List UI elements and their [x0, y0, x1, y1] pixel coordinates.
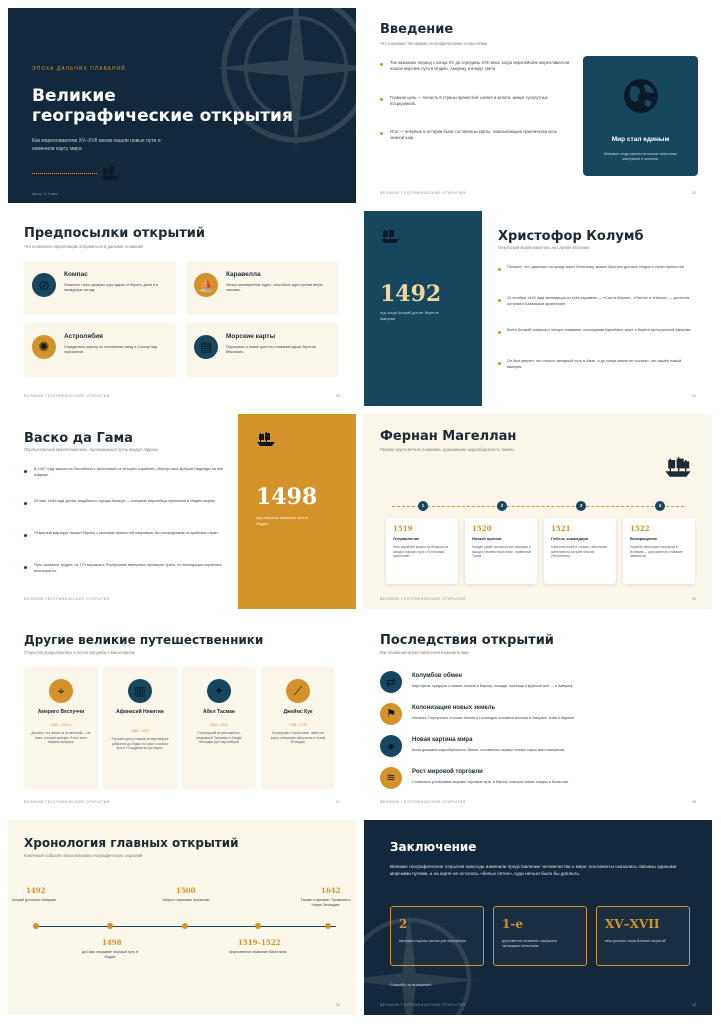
telescope-icon: ⟋ [286, 679, 310, 703]
slide-title: Введение [380, 22, 454, 37]
event-year: 1519–1522 [238, 938, 281, 947]
item-title: Колонизация новых земель [412, 705, 496, 711]
book-icon: ▥ [128, 679, 152, 703]
columbus-point-3: Всего Колумб совершил четыре плавания, исследовав Карибское море и берега Центральной Америки. [507, 328, 692, 332]
event-dot [33, 923, 39, 929]
event-dot [255, 923, 261, 929]
route-line [392, 506, 684, 507]
step-text: Найден узкий пролив на юге Америки и выход в неизвестный океан, названный Тихим. [472, 545, 531, 559]
slide-title: Фернан Магеллан [380, 429, 517, 444]
caravel-icon: ⛵ [194, 273, 218, 297]
traveler-name: Джеймс Кук [283, 709, 313, 715]
compass-icon: ✦ [207, 679, 231, 703]
page-number: 06 [692, 597, 696, 601]
flag-icon: ⚑ [380, 703, 402, 725]
ship-icon [256, 432, 276, 446]
item-text: Картофель, кукуруза и томаты попали в Европу; лошади, пшеница и крупный скот — в Америку. [412, 684, 574, 688]
prereq-card [24, 323, 176, 377]
bullet [498, 299, 501, 302]
traveler-text: Русский купец, первым из европейцев добрался до Индии по суше и описал путь в «Хождении за три моря». [111, 737, 169, 751]
step-card [465, 518, 537, 584]
columbus-point-1: Полагал, что, двигаясь на запад через Атлантику, можно быстрее достичь Индии и стран пряностей. [507, 265, 686, 269]
card-text: Определяла широту по положению звезд и Солнца над горизонтом. [64, 345, 157, 355]
footer: ВЕЛИКИЕ ГЕОГРАФИЧЕСКИЕ ОТКРЫТИЯ [380, 800, 466, 804]
bullet [380, 132, 383, 135]
dots-divider [32, 173, 97, 174]
astrolabe-icon: ✺ [32, 335, 56, 359]
year-panel [238, 414, 356, 609]
slide-da-gama [8, 414, 356, 609]
bullet [24, 566, 27, 569]
gama-point-3: Открытый маршрут связал Европу с рынками пряностей напрямую, без посредников из арабских стран. [34, 531, 219, 535]
card-text: Портоланы и новые долготы плавания вдоль берегов безопасно. [226, 345, 316, 355]
compass-rose-watermark-icon [206, 8, 356, 158]
stat-text: века длилась эпоха Великих открытий [605, 939, 666, 943]
bullet [380, 98, 383, 101]
step-title: Отправление [393, 536, 420, 541]
gama-point-2: 20 мая 1498 года достиг индийского города Каликут — впервые европейцы приплыли в Индию морем. [34, 499, 216, 503]
world-card [583, 56, 698, 176]
slide-prerequisites [8, 211, 356, 406]
traveler-card [24, 667, 98, 789]
step-title: Гибель командира [551, 536, 588, 541]
traveler-text: Голландский мореплаватель, открывший Тасманию и Новую Зеландию для европейцев. [196, 731, 242, 745]
step-number-badge: 3 [576, 501, 586, 511]
slide-title: Последствия открытий [380, 633, 554, 648]
stat-value: 2 [399, 917, 408, 931]
compass-icon: ⊘ [32, 273, 56, 297]
stat-text: кругосветное плавание совершила экспедиция Магеллана [502, 939, 558, 949]
slide-subtitle: Открытия продолжались и после Колумба с Магелланом [24, 650, 135, 655]
intro-point-2: Главная цель — попасть в страны пряностей, шелка и золота, минуя сухопутных посредников. [390, 95, 548, 107]
page-number: 04 [692, 394, 696, 398]
event-dot [182, 923, 188, 929]
step-card [544, 518, 616, 584]
year-value: 1492 [380, 281, 442, 307]
card-text: Впервые люди узнали истинные очертания материков и океанов. [604, 152, 677, 162]
ship-icon [100, 166, 120, 180]
event-year: 1642 [321, 886, 341, 895]
step-year: 1522 [630, 524, 650, 533]
event-text: Кругосветное плавание Магеллана [229, 950, 287, 954]
slide-chronology [8, 820, 356, 1015]
step-year: 1519 [393, 524, 413, 533]
slide-columbus [364, 211, 712, 406]
card-text: Легкое маневренное судно, способное идти против ветра галсами. [226, 283, 323, 293]
card-text: Позволял точно держать курс вдали от берега, днем и в пасмурную погоду. [64, 283, 158, 293]
page-number: 03 [336, 394, 340, 398]
slide-subtitle: Ключевые события эпохи Великих географических открытий [24, 853, 143, 858]
step-card [623, 518, 695, 584]
year-panel [364, 211, 482, 406]
page-number: 09 [336, 1003, 340, 1007]
slide-magellan [364, 414, 712, 609]
item-text: Испания, Португалия, а позже Англия и Голландия основали колонии в Америке, Азии и Африке. [412, 716, 575, 720]
event-dot [325, 923, 331, 929]
item-text: Сложились устойчивые морские торговые пути, в Европу хлынули новые товары и богатства. [412, 780, 569, 784]
bullet [498, 268, 501, 271]
slide-consequences [364, 617, 712, 812]
event-text: Кабрал открывает Бразилию [162, 898, 210, 902]
step-text: Пять кораблей вышли из Испании на запад в поисках пути к «Островам пряностей». [393, 545, 449, 559]
step-year: 1521 [551, 524, 571, 533]
card-title: Астролябия [64, 333, 103, 340]
traveler-name: Афанасий Никитин [116, 709, 164, 715]
year-value: 1498 [256, 484, 318, 510]
conclusion-text: Великие географические открытия навсегда изменили представление человечества о мире: континенты оказались связаны едиными морскими путями, а на карте не осталось «белых пятен», куда нельзя было бы доплыть. [390, 864, 677, 876]
eyebrow: ЭПОХА ДАЛЬНИХ ПЛАВАНИЙ [32, 66, 126, 72]
coins-icon: ≋ [380, 767, 402, 789]
event-year: 1492 [26, 886, 46, 895]
exchange-icon: ⇄ [380, 671, 402, 693]
item-title: Колумбов обмен [412, 673, 462, 679]
footer: ВЕЛИКИЕ ГЕОГРАФИЧЕСКИЕ ОТКРЫТИЯ [24, 800, 110, 804]
step-title: Возвращение [630, 536, 658, 541]
bullet [24, 470, 27, 473]
stat-card [493, 906, 587, 966]
stat-value: 1-е [502, 917, 523, 931]
traveler-text: Доказал, что земли за Атлантикой — не Азия, а новый материк. В его честь названа Америка. [31, 731, 91, 745]
page-number: 07 [336, 800, 340, 804]
slide-intro [364, 8, 712, 203]
gama-point-1: В 1497 году вышел из Лиссабона с флотилией из четырёх кораблей, обогнул мыс Доброй Надежды на юге Африки. [34, 467, 224, 477]
event-year: 1500 [176, 886, 196, 895]
prereq-card [186, 261, 338, 315]
intro-point-3: Итог — впервые в истории были составлены карты, охватывающие практически весь земной шар. [390, 129, 557, 141]
bullet [24, 502, 27, 505]
map-scroll-icon: ▤ [194, 335, 218, 359]
author: Автор: Э. Гомес [32, 192, 58, 196]
intro-point-1: Так называют период с конца XV до середины XVII века, когда европейские мореплаватели нашли морские пути в Индию, Америку и вокруг света. [390, 60, 570, 72]
slide-travelers [8, 617, 356, 812]
slide-subtitle: Португальский мореплаватель, проложивший путь вокруг Африки [24, 447, 159, 452]
bullet [498, 362, 501, 365]
footer: ВЕЛИКИЕ ГЕОГРАФИЧЕСКИЕ ОТКРЫТИЯ [24, 394, 110, 398]
card-title: Мир стал единым [611, 136, 670, 143]
gama-point-4: Путь оказался труден: из 170 моряков в Португалию вернулись примерно треть, но экспедиция окупилась многократно. [34, 563, 222, 573]
page-number: 08 [692, 800, 696, 804]
stat-card [390, 906, 484, 966]
year-caption: год открытия морского пути в Индию [256, 516, 308, 526]
footer: ВЕЛИКИЕ ГЕОГРАФИЧЕСКИЕ ОТКРЫТИЯ [380, 191, 466, 195]
traveler-years: 1768 – 1779 [289, 723, 307, 727]
step-text: Корабль «Виктория» вернулся в Испанию — кругосветное плавание завершено. [630, 545, 683, 559]
ship-icon [380, 229, 400, 243]
traveler-name: Америго Веспуччи [37, 709, 85, 715]
traveler-card [261, 667, 335, 789]
slide-title: Другие великие путешественники [24, 633, 264, 647]
stat-text: материка открыты заново для европейцев [399, 939, 466, 943]
stat-card [596, 906, 690, 966]
footer: ВЕЛИКИЕ ГЕОГРАФИЧЕСКИЕ ОТКРЫТИЯ [380, 1003, 466, 1007]
ship-icon [664, 456, 692, 478]
card-title: Морские карты [226, 333, 276, 340]
year-caption: год, когда Колумб достиг берегов Америки [380, 311, 439, 321]
slide-title [8, 8, 356, 203]
step-text: Магеллан погиб в стычке с местными жителями на острове Мактан (Филиппины). [551, 545, 607, 559]
slide-subtitle: Первое кругосветное плавание, доказавшее шарообразность Земли [380, 447, 514, 452]
step-card [386, 518, 458, 584]
slide-title: Заключение [390, 840, 477, 854]
slide-title: Христофор Колумб [498, 229, 644, 244]
item-text: Была доказана шарообразность Земли, составлены первые точные карты всех материков. [412, 748, 565, 752]
item-title: Новая картина мира [412, 737, 473, 743]
traveler-text: Исследовал Тихий океан, нанёс на карту побережье Австралии и Новой Зеландии. [270, 731, 326, 745]
slide-conclusion [364, 820, 712, 1015]
title-line-1: Великие [32, 86, 116, 106]
item-title: Рост мировой торговли [412, 769, 483, 775]
traveler-years: 1454 – 1512 гг. [50, 723, 72, 727]
slide-subtitle: Как плавания мореплавателей изменили мир [380, 650, 469, 655]
traveler-years: 1642 – 1644 [210, 723, 228, 727]
step-title: Новый пролив [472, 536, 502, 541]
slide-subtitle: Что называют Великими географическими открытиями [380, 41, 487, 46]
stat-value: XV–XVII [605, 917, 660, 931]
prereq-card [24, 261, 176, 315]
page-number: 10 [692, 1003, 696, 1007]
bullet [380, 63, 383, 66]
columbus-point-4: Он был уверен, что открыл западный путь в Азию, и до конца жизни не осознал, что нашёл новый материк. [507, 359, 682, 369]
step-number-badge: 2 [497, 501, 507, 511]
card-title: Компас [64, 271, 88, 278]
event-text: Тасман открывает Тасманию и Новую Зеландию [300, 898, 351, 907]
subtitle: Как мореплаватели XV–XVII веков нашли новые пути и изменили карту мира [32, 138, 161, 152]
slide-subtitle: Генуэзский мореплаватель на службе Испании [498, 245, 590, 250]
event-dot [107, 923, 113, 929]
globe-icon [623, 78, 659, 114]
bullet [24, 534, 27, 537]
prereq-card [186, 323, 338, 377]
step-number-badge: 4 [655, 501, 665, 511]
traveler-years: 1468 – 1474 [131, 729, 149, 733]
thanks: Спасибо за внимание! [390, 982, 432, 987]
page-number: 02 [692, 191, 696, 195]
step-year: 1520 [472, 524, 492, 533]
columbus-point-2: 12 октября 1492 года экспедиция из трёх каравелл — «Санта-Мария», «Пинта» и «Нинья» — достигла острова в Багамском архипелаге. [507, 296, 690, 306]
footer: ВЕЛИКИЕ ГЕОГРАФИЧЕСКИЕ ОТКРЫТИЯ [24, 597, 110, 601]
slide-title: Хронология главных открытий [24, 836, 239, 850]
map-pin-icon: ⌖ [49, 679, 73, 703]
traveler-card [182, 667, 256, 789]
footer: ВЕЛИКИЕ ГЕОГРАФИЧЕСКИЕ ОТКРЫТИЯ [380, 597, 466, 601]
step-number-badge: 1 [418, 501, 428, 511]
slide-title: Предпосылки открытий [24, 226, 205, 241]
slide-title: Васко да Гама [24, 431, 133, 446]
traveler-card [103, 667, 177, 789]
event-text: Колумб достигает Америки [12, 898, 56, 902]
traveler-name: Абел Тасман [203, 709, 235, 715]
title-line-2: географические открытия [32, 106, 293, 126]
globe-icon: ● [380, 735, 402, 757]
event-year: 1498 [102, 938, 122, 947]
card-title: Каравелла [226, 271, 261, 278]
event-text: да Гама открывает морской путь в Индию [82, 950, 138, 959]
bullet [498, 331, 501, 334]
slide-subtitle: Что позволило европейцам отправиться в дальние плавания [24, 244, 144, 249]
